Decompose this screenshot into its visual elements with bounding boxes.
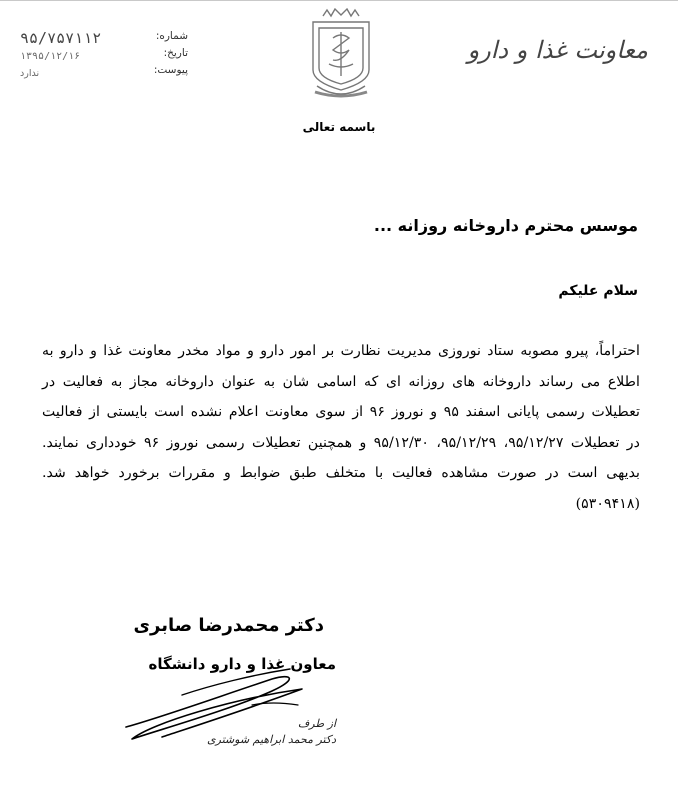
date-label: تاریخ:	[163, 47, 188, 59]
letter-body: احتراماً، پیرو مصوبه ستاد نوروزی مدیریت نظارت بر امور دارو و مواد مخدر معاونت غذا و دارو به اطلاع می رساند داروخانه های روزانه ای که اسامی شان به عنوان داروخانه مجاز به فعالیت در تعطیلات رسمی پایانی اسفند ۹۵ و نوروز ۹۶ از سوی معاونت اعلام نشده است بایستی از فعالیت در تعطیلات ۹۵/۱۲/۲۷، ۹۵/۱۲/۲۹، ۹۵/۱۲/۳۰ و همچنین تعطیلات رسمی نوروز ۹۶ خودداری نمایند. بدیهی است در صورت مشاهده فعالیت با متخلف طبق ضوابط و مقررات برخورد خواهد شد.(۵۳۰۹۴۱۸)	[42, 343, 640, 512]
on-behalf-label: از طرف	[297, 717, 336, 730]
on-behalf-name: دکتر محمد ابراهیم شوشتری	[207, 733, 336, 746]
basmala: باسمه تعالی	[302, 120, 376, 134]
top-border	[0, 0, 678, 1]
on-behalf-note	[207, 716, 336, 748]
university-emblem-icon	[303, 8, 379, 100]
attachment-label: پیوست:	[153, 64, 188, 76]
meta-labels	[128, 28, 188, 79]
letter-date: ۱۳۹۵/۱۲/۱۶	[20, 51, 81, 62]
letter-number: ۹۵/۷۵۷۱۱۲	[20, 29, 102, 47]
signer-name: دکتر محمدرضا صابری	[133, 615, 324, 636]
number-label: شماره:	[155, 30, 188, 42]
signer-title: معاون غذا و دارو دانشگاه	[148, 655, 336, 673]
department-title: معاونت غذا و دارو	[467, 36, 648, 64]
meta-values	[20, 28, 130, 82]
recipient-line: موسس محترم داروخانه روزانه ...	[373, 216, 638, 235]
attachment-value: ندارد	[20, 68, 40, 79]
greeting: سلام علیکم	[558, 283, 638, 299]
